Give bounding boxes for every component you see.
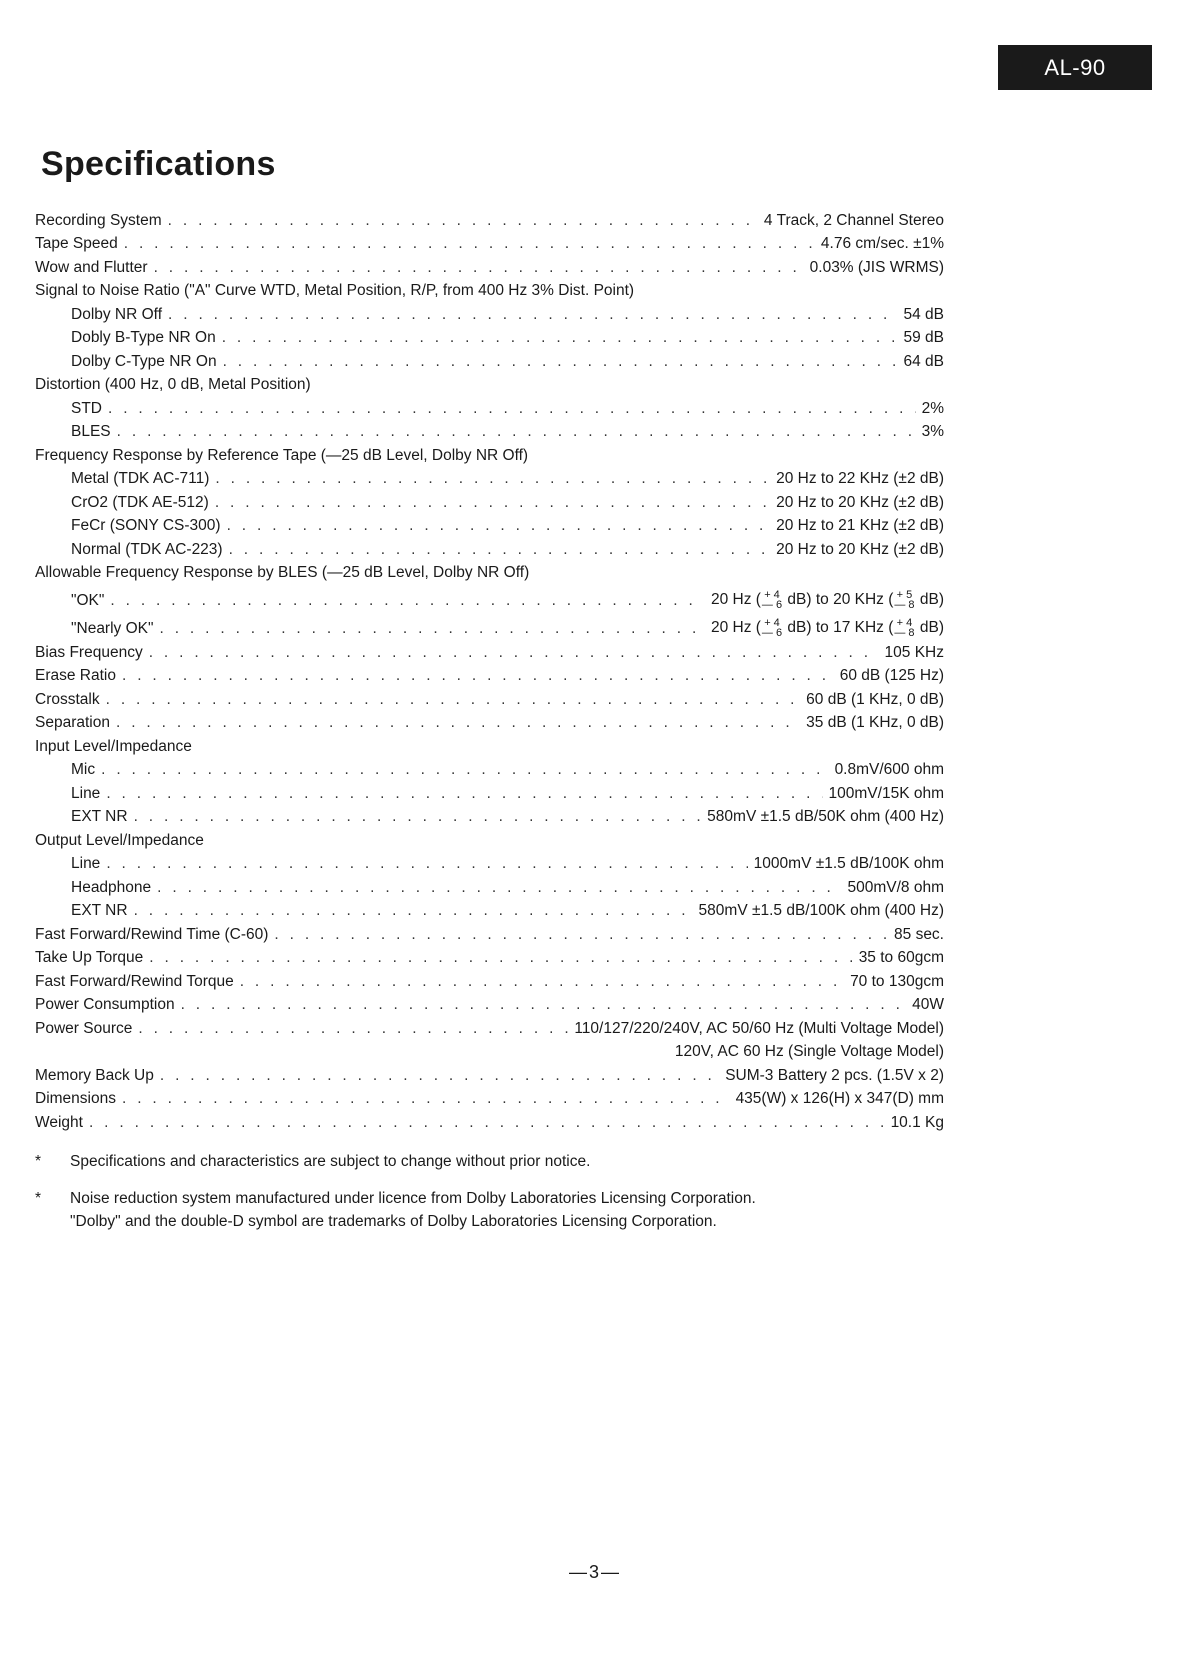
spec-row: "Nearly OK" . . . 20 Hz ( + 4 — 6 dB) to 17 KHz ( + 4 — 8 dB)	[35, 610, 944, 638]
footnote: * Specifications and characteristics are subject to change without prior notice.	[35, 1153, 591, 1170]
footnote: * Noise reduction system manufactured under licence from Dolby Laboratories Licensing Corporation. "Dolby" and the double-D symbol are trademarks of Dolby Laboratories Licensing Corporation.	[35, 1190, 756, 1230]
spec-group-heading: Signal to Noise Ratio ("A" Curve WTD, Metal Position, R/P, from 400 Hz 3% Dist. Point)	[35, 282, 635, 299]
spec-row: Weight . . . 10.1 Kg	[35, 1108, 944, 1132]
spec-row: Bias Frequency . . . 105 KHz	[35, 638, 944, 662]
spec-row: Dobly B-Type NR On . . . 59 dB	[35, 324, 944, 348]
page-title: Specifications	[41, 145, 276, 183]
spec-row: BLES . . . 3%	[35, 418, 944, 442]
spec-row: Fast Forward/Rewind Torque . . . 70 to 130gcm	[35, 967, 944, 991]
spec-row: "OK" . . . 20 Hz ( + 4 — 6 dB) to 20 KHz ( + 5 — 8 dB)	[35, 582, 944, 610]
spec-row: Dolby C-Type NR On . . . 64 dB	[35, 347, 944, 371]
spec-row: FeCr (SONY CS-300) . . . 20 Hz to 21 KHz (±2 dB)	[35, 512, 944, 536]
spec-row: Mic . . . 0.8mV/600 ohm	[35, 756, 944, 780]
tolerance-value: 20 Hz ( + 4 — 6 dB) to 20 KHz ( + 5 — 8 dB)	[710, 589, 944, 611]
spec-row: Recording System . . . 4 Track, 2 Channel Stereo	[35, 206, 944, 230]
spec-row: Erase Ratio . . . 60 dB (125 Hz)	[35, 662, 944, 686]
spec-group-heading: Frequency Response by Reference Tape (—25 dB Level, Dolby NR Off)	[35, 446, 529, 464]
spec-row: STD . . . 2%	[35, 394, 944, 418]
spec-row: Take Up Torque . . . 35 to 60gcm	[35, 944, 944, 968]
spec-row: Tape Speed . . . 4.76 cm/sec. ±1%	[35, 230, 944, 254]
spec-group-heading: Input Level/Impedance	[35, 737, 192, 755]
spec-row: EXT NR . . . 580mV ±1.5 dB/100K ohm (400 Hz)	[35, 897, 944, 921]
model-badge: AL-90	[998, 45, 1152, 90]
spec-row: Dolby NR Off . . . 54 dB	[35, 300, 944, 324]
spec-row: Dimensions . . . 435(W) x 126(H) x 347(D) mm	[35, 1085, 944, 1109]
spec-row: Wow and Flutter . . . 0.03% (JIS WRMS)	[35, 253, 944, 277]
spec-row: CrO2 (TDK AE-512) . . . 20 Hz to 20 KHz (±2 dB)	[35, 488, 944, 512]
spec-row: Headphone . . . 500mV/8 ohm	[35, 873, 944, 897]
tolerance-value: 20 Hz ( + 4 — 6 dB) to 17 KHz ( + 4 — 8 dB)	[710, 617, 944, 639]
spec-row: Power Source . . . 110/127/220/240V, AC 50/60 Hz (Multi Voltage Model)	[35, 1014, 944, 1038]
spec-row: EXT NR . . . 580mV ±1.5 dB/50K ohm (400 Hz)	[35, 803, 944, 827]
spec-row: Line . . . 1000mV ±1.5 dB/100K ohm	[35, 850, 944, 874]
spec-group-heading: Output Level/Impedance	[35, 831, 204, 849]
spec-row: Normal (TDK AC-223) . . . 20 Hz to 20 KHz (±2 dB)	[35, 535, 944, 559]
spec-row: Separation . . . 35 dB (1 KHz, 0 dB)	[35, 709, 944, 733]
page-number: —3—	[568, 1562, 621, 1582]
spec-row: Memory Back Up . . . SUM-3 Battery 2 pcs. (1.5V x 2)	[35, 1061, 944, 1085]
spec-group-heading: Distortion (400 Hz, 0 dB, Metal Position)	[35, 376, 311, 393]
spec-row: Power Consumption . . . 40W	[35, 991, 944, 1015]
spec-row: Metal (TDK AC-711) . . . 20 Hz to 22 KHz (±2 dB)	[35, 465, 944, 489]
spec-row: Crosstalk . . . 60 dB (1 KHz, 0 dB)	[35, 685, 944, 709]
spec-list	[35, 206, 944, 1132]
spec-row-continuation: 120V, AC 60 Hz (Single Voltage Model)	[674, 1043, 944, 1060]
spec-row: Fast Forward/Rewind Time (C-60) . . . 85 sec.	[35, 920, 944, 944]
spec-row: Line . . . 100mV/15K ohm	[35, 779, 944, 803]
footnotes	[35, 1150, 935, 1247]
spec-group-heading: Allowable Frequency Response by BLES (—25 dB Level, Dolby NR Off)	[35, 564, 530, 581]
